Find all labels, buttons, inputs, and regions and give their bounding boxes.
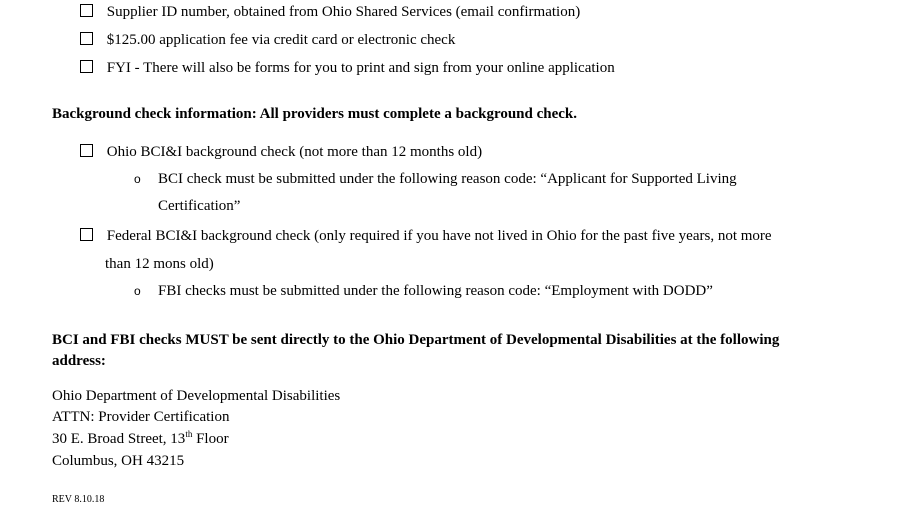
checklist-item-supplier-id [80,3,580,21]
fbi-item-continuation: than 12 mons old) [105,256,214,272]
checklist-item-text: Ohio BCI&I background check (not more than 12 months old) [106,144,483,160]
checklist-item-fyi [80,59,615,77]
checklist-item-text: $125.00 application fee via credit card or electronic check [106,32,456,48]
address-line-city: Columbus, OH 43215 [52,453,185,469]
checkbox-icon [80,32,93,45]
address-line-attn: ATTN: Provider Certification [52,409,230,425]
address-line-street: 30 E. Broad Street, 13th Floor [52,429,229,447]
revision-footer: REV 8.10.18 [52,494,105,505]
checkbox-icon [80,60,93,73]
checklist-item-application-fee [80,31,455,49]
checklist-item-text: Federal BCI&I background check (only required if you have not lived in Ohio for the past five years, not more [106,228,772,244]
send-directly-heading-line2: address: [52,353,106,369]
checklist-item-fbi [80,227,772,245]
address-line-organization: Ohio Department of Developmental Disabilities [52,388,341,404]
checkbox-icon [80,144,93,157]
sub-bullet-marker: o [134,284,141,298]
checklist-item-bci [80,143,482,161]
sub-bullet-marker: o [134,172,141,186]
fbi-reason-code-line: FBI checks must be submitted under the following reason code: “Employment with DODD” [158,283,713,299]
checkbox-icon [80,228,93,241]
bci-reason-code-line1: BCI check must be submitted under the following reason code: “Applicant for Supported Living [158,171,737,187]
checklist-item-text: Supplier ID number, obtained from Ohio Shared Services (email confirmation) [106,4,581,20]
background-check-heading: Background check information: All providers must complete a background check. [52,106,578,122]
send-directly-heading-line1: BCI and FBI checks MUST be sent directly to the Ohio Department of Developmental Disabilities at the following [52,332,780,348]
checklist-item-text: FYI - There will also be forms for you to print and sign from your online application [106,60,615,76]
bci-reason-code-line2: Certification” [158,198,241,214]
checkbox-icon [80,4,93,17]
